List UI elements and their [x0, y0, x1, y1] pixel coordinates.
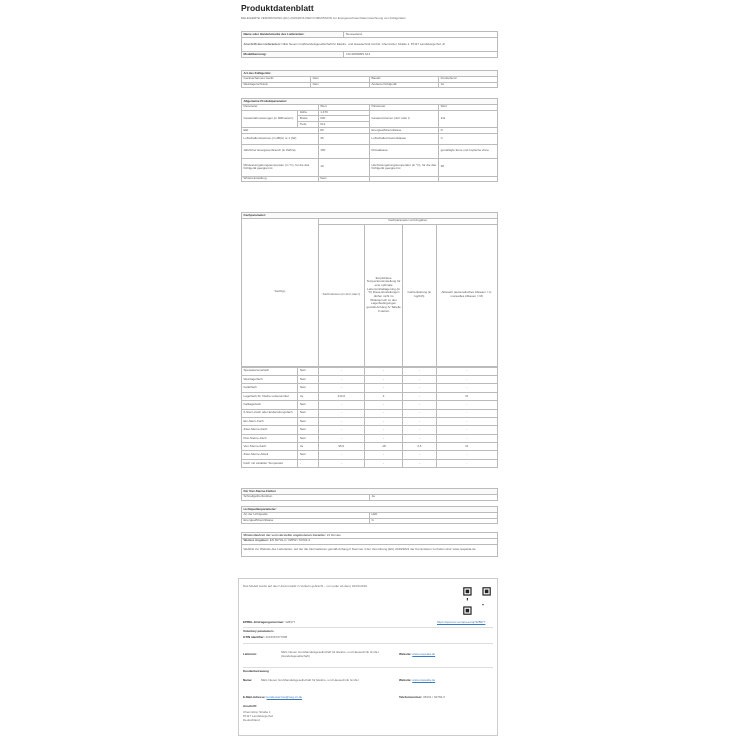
compartment-cell: -18 — [364, 443, 402, 451]
param-cell: D — [439, 127, 498, 133]
website2-label: Website: — [399, 678, 412, 682]
compartment-cell: Ja — [298, 443, 318, 451]
compartment-cell: - — [318, 434, 364, 442]
param-cell: Luftschallemissionen (in dB(A) re 1 pW) — [242, 133, 319, 144]
compartment-cell: Lagerfach für frische Lebensmittel — [242, 392, 298, 400]
param-cell: Klimaklasse: — [369, 144, 438, 158]
email-label: E-Mail-Adresse: — [243, 695, 266, 699]
compartment-cell: - — [318, 401, 364, 409]
website2-link[interactable]: www.respekta.de — [412, 678, 436, 682]
address-line: Deutschland — [243, 718, 260, 722]
type-cell: Nein — [311, 82, 370, 88]
supplier-address-value: NEG Neuen Großhandelsgesellschaft für Elektro- und Haustechnik GmbH, Chemnitzer Straße 1, 87117 Landsbergerhof, dt — [281, 41, 446, 46]
compartment-cell: Kellerfach — [242, 384, 298, 392]
light-heading: Lichtquellenparameter: — [242, 507, 498, 513]
voluntary-heading: Voluntary parameters — [243, 629, 274, 633]
compartment-cell: Drei-Sterne-Fach — [242, 434, 298, 442]
light-cell: LED — [370, 512, 498, 518]
compartment-row — [242, 392, 498, 400]
type-cell: Anderes Kühlgerät: — [369, 82, 438, 88]
compartment-cell: - — [403, 417, 436, 425]
guarantee-value: 24 Monate — [326, 532, 341, 537]
eprel-value: 328977 — [285, 620, 296, 624]
compartment-cell: - — [403, 426, 436, 434]
param-cell — [369, 176, 438, 182]
param-cell: Nein — [318, 176, 369, 182]
supplier-label: Lieferant: — [243, 652, 257, 656]
header-cell: Wert — [318, 104, 369, 110]
type-cell: Nein — [311, 76, 370, 82]
compartment-cell: Nein — [298, 434, 318, 442]
eprel-block — [238, 578, 498, 736]
type-heading: Art des Kühlgeräts: — [242, 71, 498, 77]
compartment-cell: - — [364, 384, 402, 392]
compartment-cell: - — [436, 409, 497, 417]
qr-code-icon — [462, 586, 492, 616]
compartment-cell: 3,5 — [403, 443, 436, 451]
compartment-cell: - — [298, 459, 318, 467]
dim-name: Breite — [298, 116, 318, 122]
compartment-cell: - — [364, 375, 402, 383]
eprel-link[interactable]: https://eprel.ec.europa.eu/qr/328977 — [437, 620, 486, 624]
table-row — [242, 82, 498, 88]
compartment-cell: Nein — [298, 451, 318, 459]
name-value: NEG Neuen Großhandelsgesellschaft für Elektro- und Hausechnik GmbH — [261, 678, 359, 682]
light-cell: Energieeffizienzklasse — [242, 518, 370, 524]
compartment-row — [242, 384, 498, 392]
more-info-label: Weitere Angaben: — [243, 538, 269, 543]
compartment-cell: - — [436, 375, 497, 383]
compartment-cell: - — [318, 409, 364, 417]
gtin-value: 4015067077838 — [265, 635, 288, 639]
compartment-row — [242, 417, 498, 425]
compartment-cell: Zwei-Sterne-Fach — [242, 426, 298, 434]
supplier-address-label: Anschrift des Lieferanten: — [243, 41, 281, 46]
general-heading: Allgemeine Produktparameter: — [242, 99, 498, 105]
compartment-cell: - — [403, 392, 436, 400]
param-cell: 10 — [318, 158, 369, 176]
compartment-cell: - — [318, 459, 364, 467]
light-cell: Art der Lichtquelle — [242, 512, 370, 518]
param-cell: Mindestumgebungstemperatur (in °C), für die das Kühlgerät geeignet ist — [242, 158, 319, 176]
compartment-row — [242, 434, 498, 442]
email-link[interactable]: kundenservice@neg-cz.de — [266, 695, 303, 699]
compartment-cell: - — [436, 434, 497, 442]
param-cell: EEI — [242, 127, 319, 133]
col-defrost: Abtauart (automatisches Abtauen = A, manuelles Abtauen = M) — [436, 224, 497, 366]
supplier-name-label: Name oder Handelsmarke des Lieferanten: — [242, 32, 344, 38]
guarantee-label: Mindestlaufzeit der vom Hersteller angebotenen Garantie: — [243, 532, 326, 537]
param-cell: gemäßigte Zone und tropische Zone — [439, 144, 498, 158]
compartment-cell: - — [403, 451, 436, 459]
compartment-cell: - — [403, 367, 436, 375]
param-cell: 150 — [318, 144, 369, 158]
guarantee-section — [241, 532, 498, 557]
compartment-cell: - — [364, 459, 402, 467]
website-link[interactable]: www.respekta.de — [412, 652, 436, 656]
compartment-cell: - — [318, 384, 364, 392]
name-label: Name: — [243, 678, 253, 682]
address-line: Chemnitzer Straße 1 — [243, 710, 271, 714]
dim-value: 1.470 — [318, 110, 369, 116]
compartment-cell: Kaltlagerfach — [242, 401, 298, 409]
table-row — [242, 176, 498, 182]
compartment-cell: - — [436, 451, 497, 459]
compartment-cell: - — [403, 384, 436, 392]
compartment-cell: - — [403, 459, 436, 467]
compartment-cell: - — [436, 459, 497, 467]
compartment-cell: Vier-Sterne-Fach — [242, 443, 298, 451]
compartment-cell: - — [403, 409, 436, 417]
compartment-cell: - — [364, 426, 402, 434]
compartment-row — [242, 367, 498, 375]
compartment-cell: Nein — [298, 401, 318, 409]
compartment-cell: - — [318, 375, 364, 383]
param-cell: 80 — [318, 127, 369, 133]
page-title: Produktdatenblatt — [241, 3, 314, 13]
supplier-value: NEG Neuen Großhandelsgesellschaft für Elektro- und Hausechnik GmbH (Handelsgesellschaft) — [281, 650, 379, 658]
compartment-cell: - — [318, 417, 364, 425]
table-row — [242, 144, 498, 158]
param-cell: 35 — [318, 133, 369, 144]
compartment-row — [242, 459, 498, 467]
param-cell — [439, 176, 498, 182]
compartment-cell: - — [403, 434, 436, 442]
compartment-cell: 0-Stern-Fach oder Eisbereitungsfach — [242, 409, 298, 417]
param-cell: Jährlicher Energieverbrauch (in kWh/a) — [242, 144, 319, 158]
param-cell: C — [439, 133, 498, 144]
light-cell: G — [370, 518, 498, 524]
compartment-row — [242, 426, 498, 434]
supplier-address — [242, 37, 498, 51]
compartment-cell: Nein — [298, 417, 318, 425]
compartment-cell: - — [318, 451, 364, 459]
compartment-cell: Nein — [298, 384, 318, 392]
compartment-rows — [241, 367, 498, 469]
compartment-row — [242, 401, 498, 409]
phone-value: 08191 / 92784-0 — [423, 695, 445, 699]
volume-label: Gesamtvolumen (dm³ oder l) — [369, 110, 438, 127]
dim-name: Tiefe — [298, 122, 318, 128]
general-section — [241, 98, 498, 182]
compartment-cell: - — [364, 401, 402, 409]
compartment-cell: Zwei-Sterne-Abteil — [242, 451, 298, 459]
supplier-block — [241, 31, 498, 58]
compartment-cell: Weinlagerfach — [242, 375, 298, 383]
quickfreeze-label: Schnellgefrierfunktion — [242, 494, 370, 500]
compartment-heading: Fachparameter: — [242, 213, 498, 219]
compartment-cell: Nein — [298, 426, 318, 434]
model-label: Modellkennung: — [242, 51, 344, 57]
light-section — [241, 506, 498, 524]
compartment-cell: - — [318, 367, 364, 375]
intro-text: DELEGIERTE VERORDNUNG (EU) 2019/2016 DER KOMMISSION zur Energieverbrauchskennzeichnung von Kühlgeräten — [241, 16, 406, 20]
volume-value: 311 — [439, 110, 498, 127]
weblink-text: Weblink zur Website des Lieferanten, auf der die Informationen gemäß Anhang II Nummer 4 der Verordnung (EU) 2019/2021 der Kommission zu finden sind: www.respekta.de — [242, 544, 498, 556]
compartment-cell: Nein — [298, 409, 318, 417]
compartment-cell: Ja — [298, 392, 318, 400]
type-cell: Weinlagerschrank: — [242, 82, 311, 88]
more-info-value: EN 60704-3 / 62552 / 60704-3 — [269, 538, 311, 543]
param-cell: Energieeffizienzklasse — [369, 127, 438, 133]
four-star-section — [241, 488, 498, 501]
four-star-heading: Für Vier-Sterne-Fächer — [242, 489, 498, 495]
table-row — [242, 158, 498, 176]
website-label: Website: — [399, 652, 412, 656]
contact-heading: Kundenbetreuung — [243, 669, 269, 673]
address-heading: Anschrift: — [243, 704, 258, 708]
compartment-cell: 213,0 — [318, 392, 364, 400]
phone-label: Telefonnummer: — [399, 695, 423, 699]
compartment-cell: - — [318, 426, 364, 434]
dim-value: 612 — [318, 122, 369, 128]
dim-value: 600 — [318, 116, 369, 122]
compartment-cell: Speisekammerfach — [242, 367, 298, 375]
type-cell: Geräuscharmes Gerät: — [242, 76, 311, 82]
compartment-cell: - — [364, 434, 402, 442]
compartment-cell: - — [364, 451, 402, 459]
type-cell: Ja — [439, 82, 498, 88]
type-cell: Bauart: — [369, 76, 438, 82]
param-cell: Höchstumgebungstemperatur (in °C), für die das Kühlgerät geeignet ist — [369, 158, 438, 176]
compartment-cell: - — [364, 367, 402, 375]
param-cell: Wintereinstellung — [242, 176, 319, 182]
compartment-cell: - — [403, 375, 436, 383]
col-freeze: Gefrierleistung (in kg/24h) — [403, 224, 436, 366]
col-fachtyp: Fachtyp — [242, 218, 319, 366]
compartment-cell: - — [436, 401, 497, 409]
model-value: LSC20800BS.S12 — [344, 51, 498, 57]
quickfreeze-value: Ja — [370, 494, 498, 500]
type-cell: Freistehend — [439, 76, 498, 82]
compartment-cell: - — [436, 426, 497, 434]
eprel-label: EPREL-Eintragungsnummer: — [243, 620, 285, 624]
compartment-row — [242, 443, 498, 451]
compartment-row — [242, 409, 498, 417]
compartment-cell: Ein-Stern-Fach — [242, 417, 298, 425]
compartment-cell: Nein — [298, 367, 318, 375]
compartment-cell: 4 — [364, 392, 402, 400]
compartment-cell: - — [436, 384, 497, 392]
compartment-cell: - — [403, 401, 436, 409]
type-section — [241, 70, 498, 88]
header-cell: Parameter — [369, 104, 438, 110]
compartment-cell: - — [364, 409, 402, 417]
header-cell: Parameter — [242, 104, 319, 110]
compartment-section — [241, 212, 498, 468]
dim-name: Höhe — [298, 110, 318, 116]
dimensions-label: Gesamtabmessungen (in Millimetern) — [242, 110, 298, 127]
param-cell: Luftschallemissionsklasse — [369, 133, 438, 144]
col-temp: Empfohlene Temperatureinstellung für eine optimale Lebensmittellagerung (in °C) Diese Einstellungen dürfen nicht im Widerspruch zu den Lagerbedingungen gemäß Anhang IV Tabelle 3 stehen — [364, 224, 402, 366]
compartment-cell: - — [364, 417, 402, 425]
compartment-cell: - — [436, 367, 497, 375]
address-line: 87117 Landsbergerhof — [243, 714, 273, 718]
group-header: Fachparameter und Angaben — [318, 218, 497, 224]
col-volume: Fachvolumen (in dm³ oder l) — [318, 224, 364, 366]
table-row — [242, 133, 498, 144]
supplier-name-value: Neuseeland — [344, 32, 498, 38]
compartment-row — [242, 375, 498, 383]
param-cell: 38 — [439, 158, 498, 176]
compartment-cell: - — [436, 417, 497, 425]
header-cell: Wert — [439, 104, 498, 110]
compartment-cell: Nein — [298, 375, 318, 383]
compartment-row — [242, 451, 498, 459]
compartment-cell: M — [436, 443, 497, 451]
compartment-cell: Fach mit variabler Temperatur — [242, 459, 298, 467]
compartment-cell: M — [436, 392, 497, 400]
gtin-label: GTIN identifier: — [243, 635, 265, 639]
eprel-intro: Das Modell wurde auf dem Unionsmarkt in Verkehr gebracht – von (oder ab dem) 01/01/2019. — [243, 584, 368, 588]
compartment-cell: 95,0 — [318, 443, 364, 451]
